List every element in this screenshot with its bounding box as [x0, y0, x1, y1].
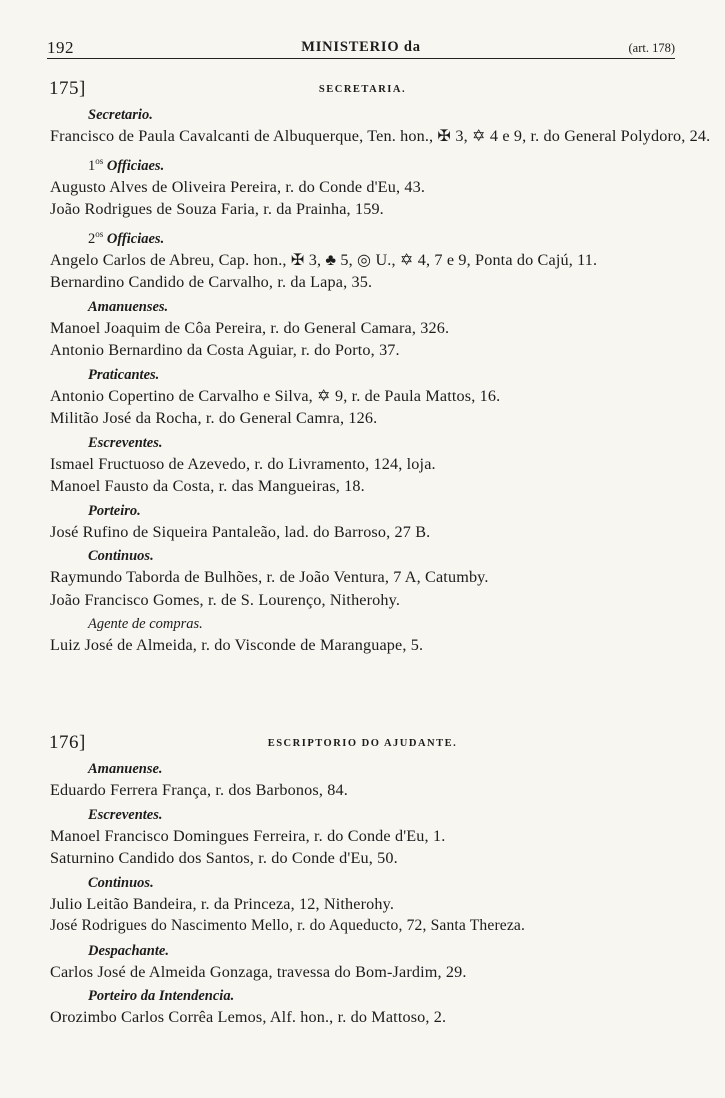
group-praticantes: [0, 366, 725, 430]
section-heading: [0, 78, 725, 102]
group-despachante: [0, 942, 725, 984]
page-number: 192: [47, 38, 74, 57]
group-segundos-officiaes: [0, 225, 725, 294]
group-title: Agente de compras.: [88, 616, 203, 632]
list-item: Ismael Fructuoso de Azevedo, r. do Livramento, 124, loja.: [50, 454, 436, 473]
page-header: [47, 36, 675, 59]
group-agente-de-compras: [0, 615, 725, 657]
group-escreventes: [0, 806, 725, 870]
section-heading: [0, 732, 725, 756]
group-title: Porteiro.: [88, 502, 141, 519]
group-title: Amanuense.: [88, 761, 163, 777]
group-primeiros-officiaes: [0, 152, 725, 221]
list-item: Julio Leitão Bandeira, r. da Princeza, 12, Nitherohy.: [50, 894, 395, 913]
group-title: Escreventes.: [88, 434, 163, 451]
group-continuos: [0, 547, 725, 611]
group-title: Secretario.: [88, 107, 153, 123]
list-item: Bernardino Candido de Carvalho, r. da Lapa, 35.: [50, 273, 373, 291]
list-item: Orozimbo Carlos Corrêa Lemos, Alf. hon., r. do Mattoso, 2.: [50, 1008, 447, 1026]
section-number: 176]: [49, 732, 86, 753]
list-item: Angelo Carlos de Abreu, Cap. hon., ✠ 3, ♣ 5, ◎ U., ✡ 4, 7 e 9, Ponta do Cajú, 11.: [50, 250, 598, 269]
header-article-ref: (art. 178): [628, 41, 675, 55]
group-amanuense: [0, 760, 725, 802]
list-item: Saturnino Candido dos Santos, r. do Conde d'Eu, 50.: [50, 849, 398, 867]
group-title: Escreventes.: [88, 806, 163, 823]
group-continuos: [0, 874, 725, 938]
running-title: MINISTERIO da: [301, 39, 421, 55]
list-item: Antonio Copertino de Carvalho e Silva, ✡ 9, r. de Paula Mattos, 16.: [50, 386, 501, 405]
list-item: Manoel Francisco Domingues Ferreira, r. do Conde d'Eu, 1.: [50, 826, 446, 845]
list-item: Luiz José de Almeida, r. do Visconde de Maranguape, 5.: [50, 636, 424, 654]
group-title: Continuos.: [88, 874, 154, 891]
section-175: [0, 78, 725, 657]
list-item: José Rufino de Siqueira Pantaleão, lad. do Barroso, 27 B.: [50, 522, 431, 541]
group-title: Amanuenses.: [88, 298, 169, 315]
section-title: ESCRIPTORIO DO AJUDANTE.: [267, 738, 458, 749]
group-title: Praticantes.: [88, 366, 160, 383]
list-item: Antonio Bernardino da Costa Aguiar, r. do Porto, 37.: [50, 341, 400, 359]
group-title: Porteiro da Intendencia.: [88, 988, 235, 1004]
group-amanuenses: [0, 298, 725, 362]
list-item: José Rodrigues do Nascimento Mello, r. do Aqueducto, 72, Santa Thereza.: [50, 917, 526, 934]
list-item: Raymundo Taborda de Bulhões, r. de João Ventura, 7 A, Catumby.: [50, 568, 489, 586]
group-porteiro-da-intendencia: [0, 987, 725, 1029]
group-title: $1^{os}$ Officiaes.: [88, 155, 165, 174]
group-title: Despachante.: [88, 942, 169, 959]
list-item: Augusto Alves de Oliveira Pereira, r. do Conde d'Eu, 43.: [50, 177, 426, 196]
group-title: Continuos.: [88, 548, 154, 564]
list-item: Eduardo Ferrera França, r. dos Barbonos, 84.: [50, 781, 348, 799]
list-item: Carlos José de Almeida Gonzaga, travessa do Bom-Jardim, 29.: [50, 962, 467, 981]
list-item: Manoel Fausto da Costa, r. das Mangueiras, 18.: [50, 477, 365, 495]
list-item: Militão José da Rocha, r. do General Camra, 126.: [50, 409, 378, 427]
list-item: João Francisco Gomes, r. de S. Lourenço, Nitherohy.: [50, 590, 401, 609]
section-number: 175]: [49, 78, 86, 99]
section-title: SECRETARIA.: [318, 84, 407, 95]
list-item: João Rodrigues de Souza Faria, r. da Prainha, 159.: [50, 200, 384, 218]
group-title: $2^{os}$ Officiaes.: [88, 228, 165, 247]
group-porteiro: [0, 502, 725, 544]
group-secretario: [0, 106, 725, 148]
list-item: Manoel Joaquim de Côa Pereira, r. do General Camara, 326.: [50, 318, 450, 337]
section-176: [0, 732, 725, 1029]
list-item: Francisco de Paula Cavalcanti de Albuquerque, Ten. hon., ✠ 3, ✡ 4 e 9, r. do General Polydoro, 24.: [50, 127, 711, 145]
group-escreventes: [0, 434, 725, 498]
